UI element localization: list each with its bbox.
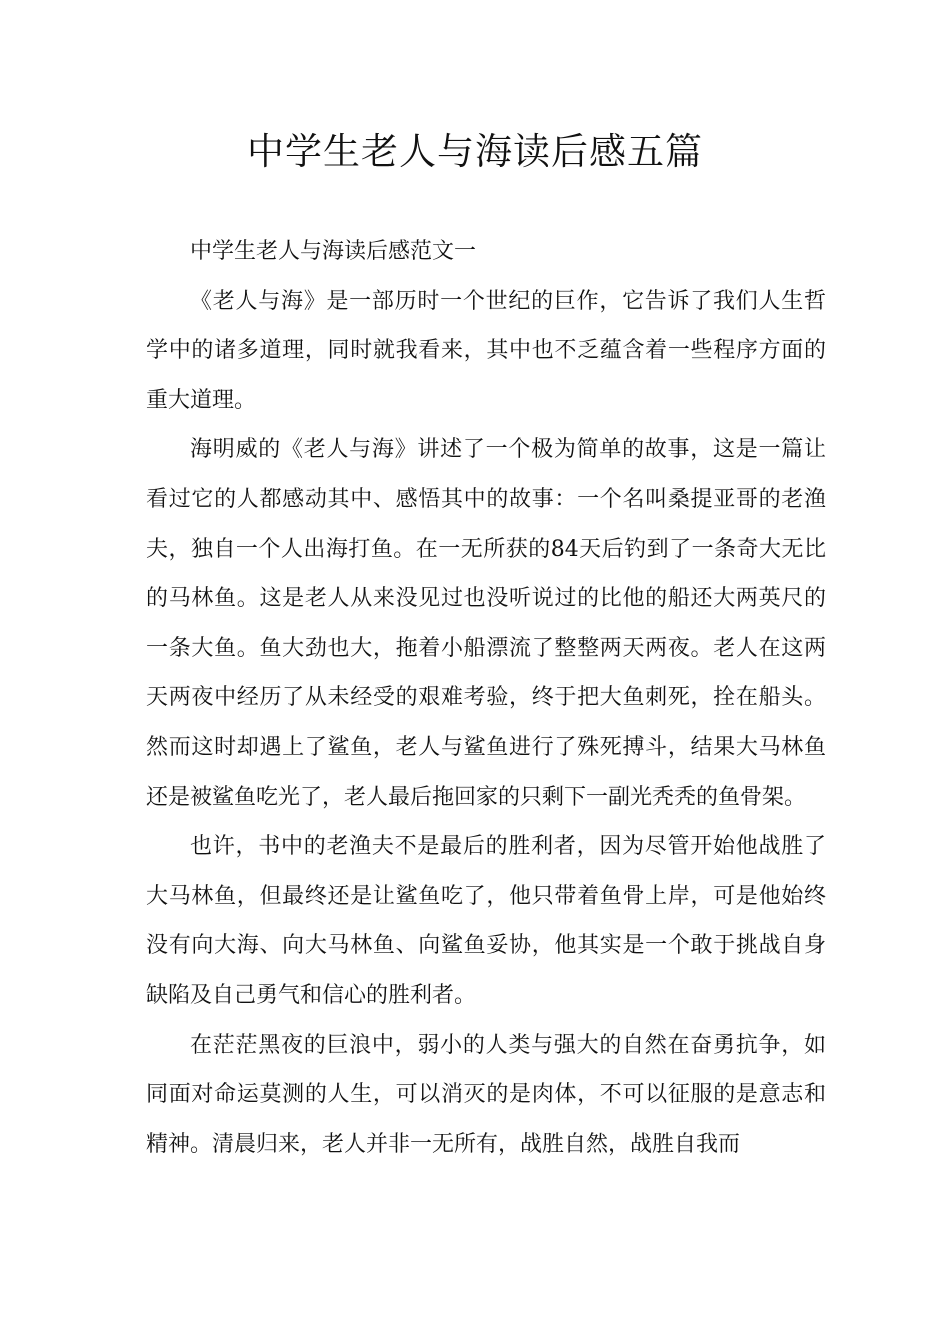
document-title: 中学生老人与海读后感五篇 — [247, 130, 703, 173]
section-heading: 中学生老人与海读后感范文一 — [190, 239, 477, 264]
document-body — [146, 227, 826, 1169]
paragraph-2: 海明威的《老人与海》讲述了一个极为简单的故事，这是一篇让看过它的人都感动其中、感悟其中的故事：一个名叫桑提亚哥的老渔夫，独自一个人出海打鱼。在一无所获的84天后钓到了一条奇大无比的马林鱼。这是老人从来没见过也没听说过的比他的船还大两英尺的一条大鱼。鱼大劲也大，拖着小船漂流了整整两天两夜。老人在这两天两夜中经历了从未经受的艰难考验，终于把大鱼刺死，拴在船头。然而这时却遇上了鲨鱼，老人与鲨鱼进行了殊死搏斗，结果大马林鱼还是被鲨鱼吃光了，老人最后拖回家的只剩下一副光秃秃的鱼骨架。 — [146, 437, 826, 810]
paragraph-3: 也许，书中的老渔夫不是最后的胜利者，因为尽管开始他战胜了大马林鱼，但最终还是让鲨鱼吃了，他只带着鱼骨上岸，可是他始终没有向大海、向大马林鱼、向鲨鱼妥协，他其实是一个敢于挑战自身缺陷及自己勇气和信心的胜利者。 — [146, 834, 826, 1008]
paragraph-4: 在茫茫黑夜的巨浪中，弱小的人类与强大的自然在奋勇抗争，如同面对命运莫测的人生，可以消灭的是肉体，不可以征服的是意志和精神。清晨归来，老人并非一无所有，战胜自然，战胜自我而 — [146, 1032, 826, 1157]
paragraph-1: 《老人与海》是一部历时一个世纪的巨作，它告诉了我们人生哲学中的诸多道理，同时就我看来，其中也不乏蕴含着一些程序方面的重大道理。 — [146, 288, 826, 413]
